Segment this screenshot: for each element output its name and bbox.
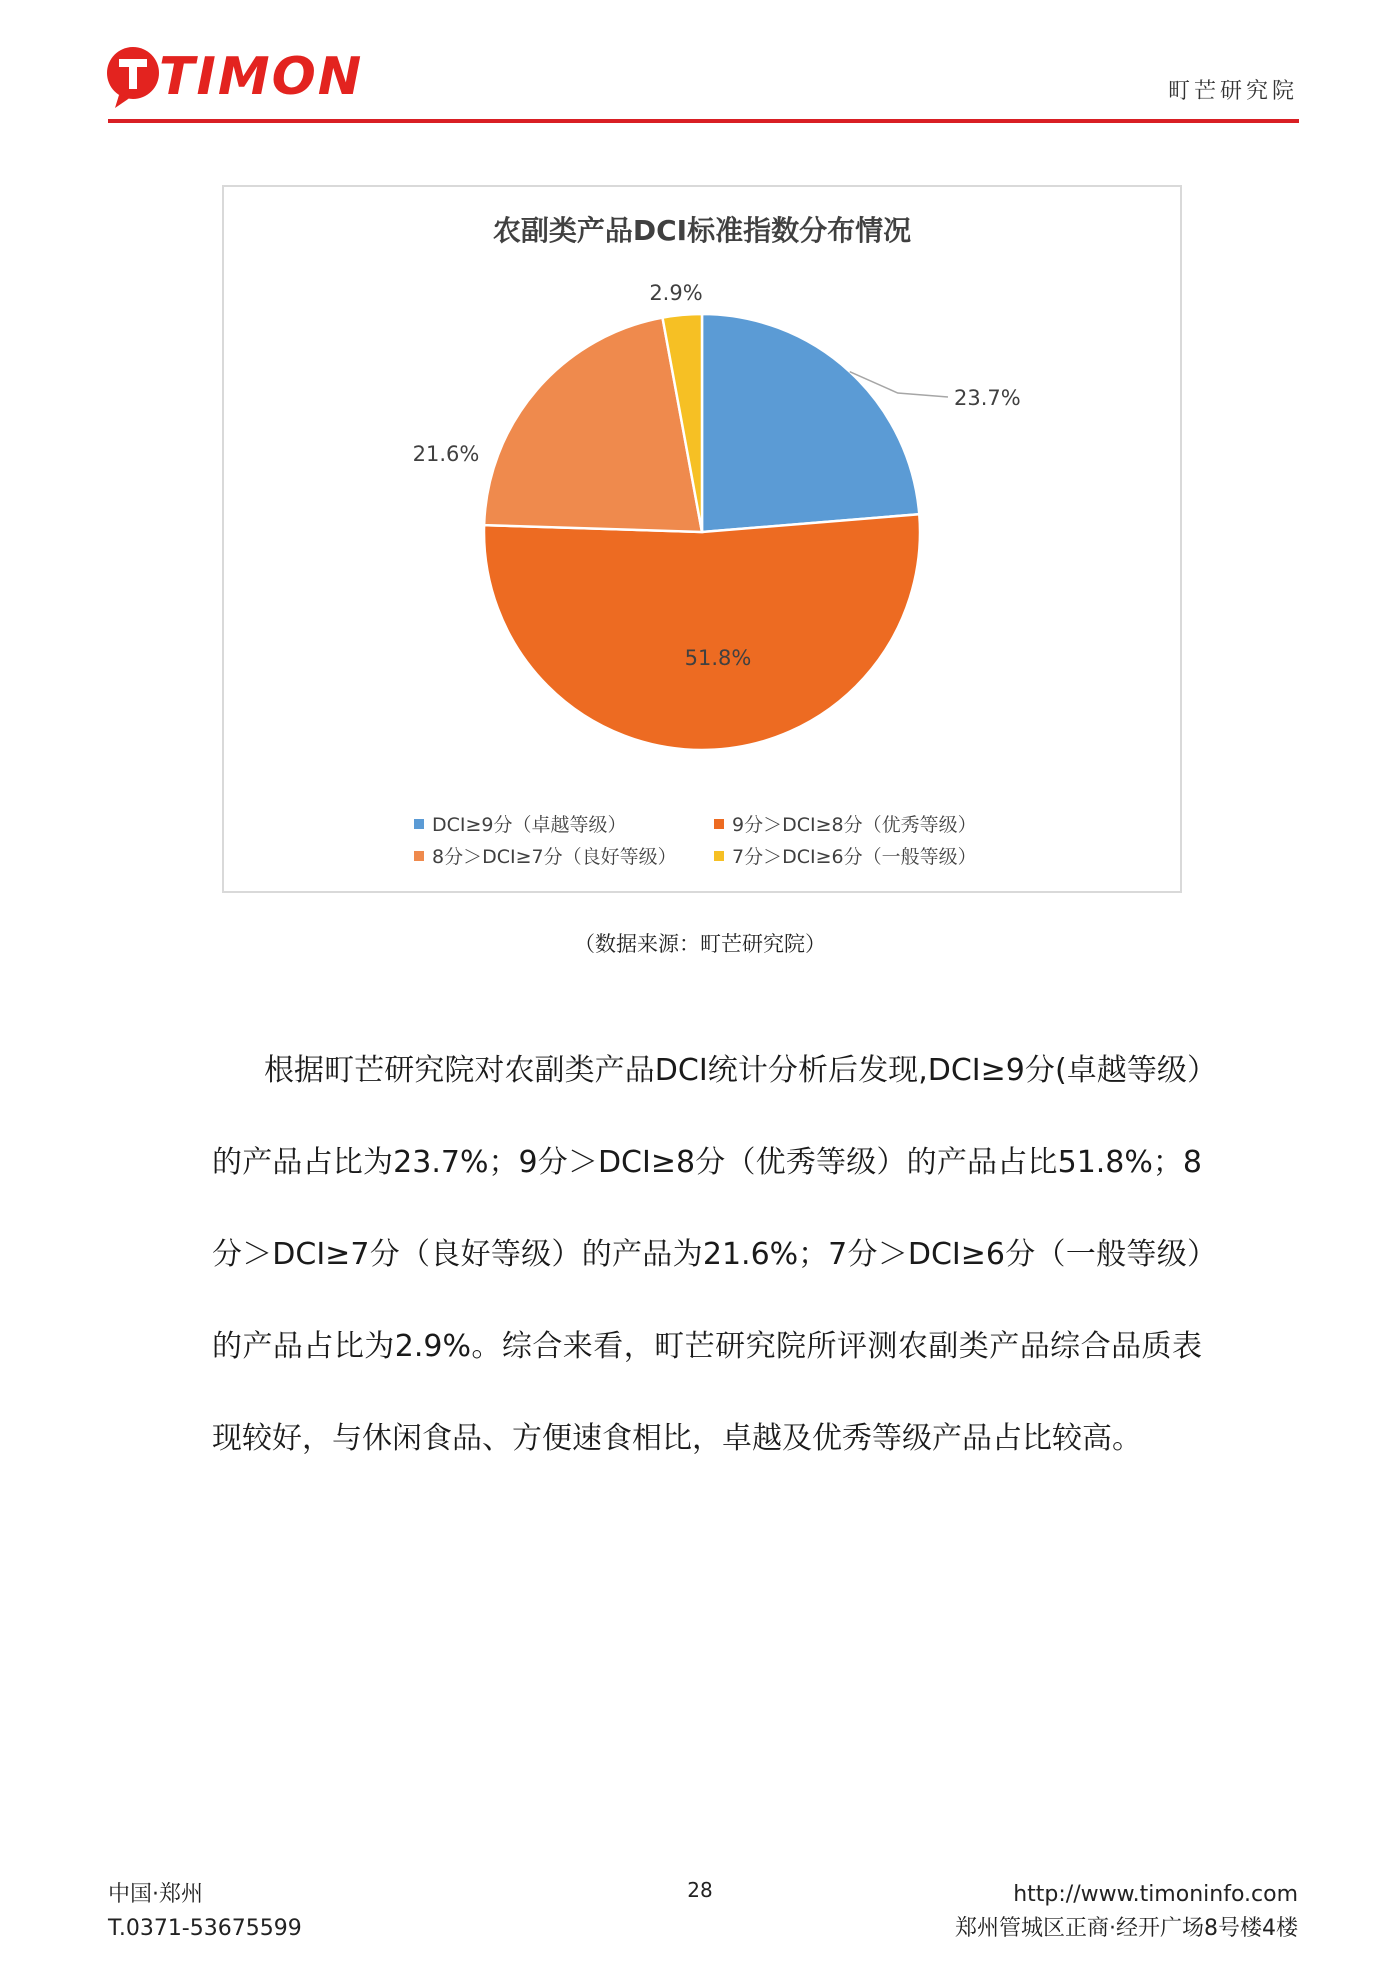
chart-title: 农副类产品DCI标准指数分布情况 [492, 214, 912, 247]
legend-swatch [714, 819, 724, 829]
legend-item [714, 842, 977, 869]
data-label: 21.6% [412, 442, 480, 466]
legend-swatch [414, 819, 424, 829]
legend-label: 8分＞DCI≥7分（良好等级） [432, 846, 677, 868]
page-number: 28 [687, 1878, 713, 1902]
data-label: 23.7% [954, 386, 1021, 410]
legend-item [414, 810, 627, 837]
legend-label: DCI≥9分（卓越等级） [432, 814, 627, 836]
pie-chart-plot [224, 187, 1180, 891]
analysis-paragraph: 根据町芒研究院对农副类产品DCI统计分析后发现,DCI≥9分(卓越等级）的产品占比为23.7%；9分＞DCI≥8分（优秀等级）的产品占比51.8%；8分＞DCI≥7分（良好等级）的产品为21.6%；7分＞DCI≥6分（一般等级）的产品占比为2.9%。综合来看，町芒研究院所评测农副类产品综合品质表现较好，与休闲食品、方便速食相比，卓越及优秀等级产品占比较高。 [212, 1053, 1202, 1456]
legend-label: 7分＞DCI≥6分（一般等级） [732, 846, 977, 868]
legend-swatch [414, 851, 424, 861]
logo-mark-icon [105, 45, 165, 109]
timon-logo [105, 42, 363, 112]
pie-slice [702, 314, 919, 532]
data-source-caption: （数据来源：町芒研究院） [574, 932, 826, 956]
header-divider [108, 119, 1299, 123]
footer-location: 中国·郑州 [108, 1882, 203, 1907]
pie-chart [222, 185, 1182, 893]
data-label: 51.8% [684, 646, 752, 670]
legend-item [714, 810, 977, 837]
footer-url[interactable]: http://www.timoninfo.com [1013, 1882, 1298, 1907]
pie-slice [484, 514, 920, 750]
institute-name: 町芒研究院 [1167, 79, 1298, 104]
data-label: 2.9% [649, 281, 703, 305]
legend-swatch [714, 851, 724, 861]
footer-right [955, 1878, 1298, 1946]
footer-address: 郑州管城区正商·经开广场8号楼4楼 [955, 1916, 1298, 1941]
logo-text: TIMON [159, 47, 364, 107]
legend-label: 9分＞DCI≥8分（优秀等级） [732, 814, 977, 836]
footer-phone: T.0371-53675599 [108, 1916, 302, 1941]
page-header [0, 0, 1400, 130]
legend-item [414, 842, 677, 869]
